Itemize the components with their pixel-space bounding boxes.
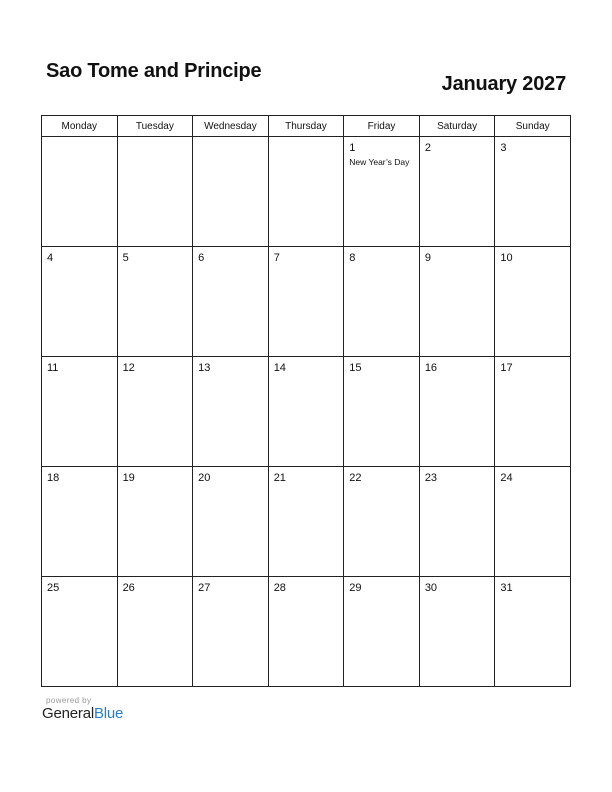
day-cell	[117, 577, 193, 687]
day-number	[42, 137, 117, 142]
week-row	[42, 577, 571, 687]
week-row	[42, 357, 571, 467]
day-cell	[419, 247, 495, 357]
weekday-header-saturday: Saturday	[419, 116, 495, 137]
day-cell	[193, 577, 269, 687]
day-number: 15	[349, 362, 362, 374]
month-year-title: January 2027	[441, 73, 566, 95]
day-cell	[419, 357, 495, 467]
day-number: 22	[349, 472, 362, 484]
day-number: 21	[273, 472, 286, 484]
day-number: 8	[349, 252, 356, 264]
day-number: 26	[122, 582, 135, 594]
powered-by-label: powered by	[46, 696, 92, 705]
day-number: 11	[47, 362, 59, 374]
holiday-label: New Year’s Day	[349, 157, 410, 167]
day-number	[118, 137, 193, 142]
day-cell	[419, 577, 495, 687]
day-cell	[495, 577, 571, 687]
weekday-header-monday: Monday	[42, 116, 118, 137]
day-cell	[495, 247, 571, 357]
calendar-body	[42, 137, 571, 687]
day-number: 4	[47, 252, 54, 264]
week-row	[42, 137, 571, 247]
day-cell	[344, 137, 420, 247]
week-row	[42, 467, 571, 577]
day-number: 2	[424, 142, 431, 154]
day-number	[269, 137, 344, 142]
day-cell	[193, 467, 269, 577]
day-number: 10	[500, 252, 513, 264]
day-cell	[42, 247, 118, 357]
calendar-grid	[41, 115, 571, 687]
day-number: 20	[198, 472, 211, 484]
day-number: 23	[424, 472, 438, 484]
day-cell	[268, 247, 344, 357]
logo-blue-text: Blue	[93, 705, 124, 722]
weekday-header-sunday: Sunday	[495, 116, 571, 137]
day-cell	[117, 357, 193, 467]
day-number: 19	[122, 472, 135, 484]
day-cell	[268, 357, 344, 467]
day-cell	[344, 247, 420, 357]
day-number: 25	[47, 582, 60, 594]
day-number: 13	[198, 362, 211, 374]
generalblue-logo	[42, 705, 123, 723]
day-cell	[419, 137, 495, 247]
day-cell	[419, 467, 495, 577]
day-cell	[344, 467, 420, 577]
day-cell	[117, 467, 193, 577]
day-number: 24	[500, 472, 513, 484]
day-number: 29	[349, 582, 362, 594]
day-cell	[42, 357, 118, 467]
day-number	[193, 137, 268, 142]
day-number: 6	[198, 252, 205, 264]
day-number: 7	[273, 252, 280, 264]
day-number: 17	[500, 362, 513, 374]
day-cell	[193, 357, 269, 467]
day-number: 30	[424, 582, 438, 594]
day-number: 31	[500, 582, 513, 594]
day-cell	[268, 577, 344, 687]
day-cell	[495, 357, 571, 467]
logo-general-text: General	[42, 705, 94, 722]
weekday-header-friday: Friday	[344, 116, 420, 137]
weekday-header-wednesday: Wednesday	[193, 116, 269, 137]
empty-day-cell	[268, 137, 344, 247]
day-cell	[117, 247, 193, 357]
empty-day-cell	[42, 137, 118, 247]
day-cell	[495, 467, 571, 577]
day-number: 16	[424, 362, 438, 374]
empty-day-cell	[117, 137, 193, 247]
weekday-header-row	[42, 116, 571, 137]
day-cell	[42, 577, 118, 687]
day-number: 1	[349, 142, 356, 154]
day-cell	[268, 467, 344, 577]
week-row	[42, 247, 571, 357]
day-cell	[42, 467, 118, 577]
weekday-header-thursday: Thursday	[268, 116, 344, 137]
day-number: 3	[500, 142, 507, 154]
day-number: 27	[198, 582, 211, 594]
weekday-header-tuesday: Tuesday	[117, 116, 193, 137]
day-cell	[344, 577, 420, 687]
day-number: 18	[47, 472, 60, 484]
day-cell	[344, 357, 420, 467]
country-title: Sao Tome and Principe	[46, 60, 262, 82]
day-cell	[495, 137, 571, 247]
day-number: 5	[122, 252, 129, 264]
day-number: 28	[273, 582, 286, 594]
day-number: 9	[424, 252, 431, 264]
day-number: 12	[122, 362, 135, 374]
footer-branding	[42, 696, 123, 723]
empty-day-cell	[193, 137, 269, 247]
day-cell	[193, 247, 269, 357]
day-number: 14	[273, 362, 286, 374]
